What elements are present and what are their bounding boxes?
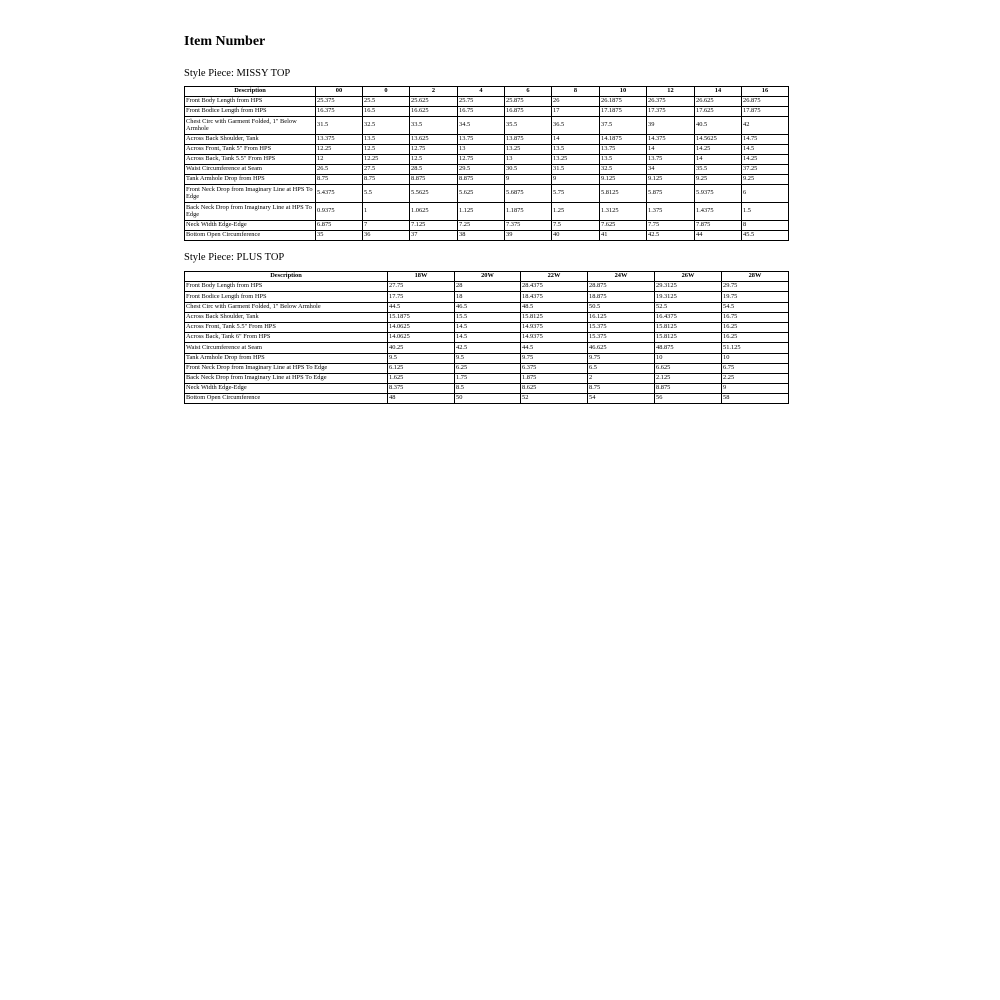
measurement-value: 35.5	[505, 117, 552, 135]
column-header-size: 2	[410, 87, 458, 97]
measurement-description: Chest Circ with Garment Folded, 1" Below Armhole	[185, 302, 388, 312]
measurement-value: 36.5	[552, 117, 600, 135]
measurement-value: 14.5	[455, 333, 521, 343]
table-row	[185, 117, 789, 135]
measurement-value: 7.75	[647, 221, 695, 231]
measurement-value: 7.375	[505, 221, 552, 231]
measurement-value: 26.375	[647, 97, 695, 107]
measurement-value: 10	[722, 353, 789, 363]
measurement-value: 27.75	[388, 282, 455, 292]
measurement-value: 16.625	[410, 107, 458, 117]
plus-size-table	[184, 271, 789, 404]
measurement-value: 9.25	[695, 175, 742, 185]
measurement-value: 8.75	[316, 175, 363, 185]
measurement-value: 12.25	[316, 145, 363, 155]
measurement-value: 17.875	[742, 107, 789, 117]
measurement-value: 6.875	[316, 221, 363, 231]
measurement-description: Bottom Open Circumference	[185, 231, 316, 241]
measurement-value: 25.875	[505, 97, 552, 107]
measurement-value: 44.5	[388, 302, 455, 312]
measurement-value: 14.1875	[600, 135, 647, 145]
measurement-value: 6.5	[588, 363, 655, 373]
measurement-value: 6.375	[521, 363, 588, 373]
measurement-value: 54	[588, 394, 655, 404]
column-header-size: 14	[695, 87, 742, 97]
measurement-value: 6	[742, 185, 789, 203]
measurement-value: 30.5	[505, 165, 552, 175]
column-header-description: Description	[185, 87, 316, 97]
measurement-value: 15.375	[588, 333, 655, 343]
measurement-value: 14	[695, 155, 742, 165]
measurement-description: Across Front, Tank 5" From HPS	[185, 145, 316, 155]
column-header-size: 16	[742, 87, 789, 97]
measurement-value: 16.375	[316, 107, 363, 117]
measurement-value: 9	[722, 384, 789, 394]
measurement-value: 1.4375	[695, 203, 742, 221]
column-header-size: 8	[552, 87, 600, 97]
measurement-value: 14.5625	[695, 135, 742, 145]
measurement-value: 26.1875	[600, 97, 647, 107]
measurement-value: 16.25	[722, 322, 789, 332]
measurement-value: 33.5	[410, 117, 458, 135]
measurement-value: 5.5625	[410, 185, 458, 203]
measurement-description: Neck Width Edge-Edge	[185, 384, 388, 394]
measurement-value: 42	[742, 117, 789, 135]
measurement-value: 9.125	[647, 175, 695, 185]
measurement-description: Front Body Length from HPS	[185, 282, 388, 292]
measurement-value: 35.5	[695, 165, 742, 175]
table-row	[185, 165, 789, 175]
measurement-value: 14.0625	[388, 333, 455, 343]
table-row	[185, 384, 789, 394]
measurement-value: 27.5	[363, 165, 410, 175]
measurement-description: Front Bodice Length from HPS	[185, 292, 388, 302]
measurement-value: 1	[363, 203, 410, 221]
measurement-value: 14.5	[742, 145, 789, 155]
measurement-value: 32.5	[600, 165, 647, 175]
measurement-value: 18.875	[588, 292, 655, 302]
measurement-description: Back Neck Drop from Imaginary Line at HPS To Edge	[185, 203, 316, 221]
measurement-description: Tank Armhole Drop from HPS	[185, 175, 316, 185]
measurement-description: Chest Circ with Garment Folded, 1" Below Armhole	[185, 117, 316, 135]
measurement-value: 31.5	[316, 117, 363, 135]
measurement-value: 17.375	[647, 107, 695, 117]
measurement-description: Across Front, Tank 5.5" From HPS	[185, 322, 388, 332]
measurement-value: 15.1875	[388, 312, 455, 322]
measurement-value: 7.625	[600, 221, 647, 231]
missy-style-label: Style Piece: MISSY TOP	[184, 68, 291, 79]
measurement-description: Neck Width Edge-Edge	[185, 221, 316, 231]
measurement-value: 7.25	[458, 221, 505, 231]
document-title: Item Number	[184, 34, 266, 49]
measurement-value: 1.25	[552, 203, 600, 221]
measurement-value: 17.75	[388, 292, 455, 302]
measurement-description: Across Back, Tank 6" From HPS	[185, 333, 388, 343]
measurement-value: 58	[722, 394, 789, 404]
measurement-value: 48.875	[655, 343, 722, 353]
measurement-value: 14.9375	[521, 333, 588, 343]
measurement-description: Front Neck Drop from Imaginary Line at HPS To Edge	[185, 185, 316, 203]
measurement-value: 1.5	[742, 203, 789, 221]
table-row	[185, 203, 789, 221]
table-row	[185, 322, 789, 332]
measurement-value: 2.25	[722, 373, 789, 383]
table-row	[185, 155, 789, 165]
measurement-description: Across Back, Tank 5.5" From HPS	[185, 155, 316, 165]
column-header-size: 28W	[722, 272, 789, 282]
measurement-value: 51.125	[722, 343, 789, 353]
measurement-value: 14.375	[647, 135, 695, 145]
measurement-value: 16.4375	[655, 312, 722, 322]
table-row	[185, 363, 789, 373]
measurement-description: Across Back Shoulder, Tank	[185, 312, 388, 322]
column-header-description: Description	[185, 272, 388, 282]
measurement-value: 2.125	[655, 373, 722, 383]
table-header-row	[185, 87, 789, 97]
measurement-value: 39	[505, 231, 552, 241]
measurement-value: 46.625	[588, 343, 655, 353]
measurement-value: 8.75	[588, 384, 655, 394]
measurement-value: 15.5	[455, 312, 521, 322]
column-header-size: 00	[316, 87, 363, 97]
measurement-value: 26.625	[695, 97, 742, 107]
measurement-value: 13.625	[410, 135, 458, 145]
measurement-value: 26.5	[316, 165, 363, 175]
measurement-value: 13.5	[600, 155, 647, 165]
measurement-value: 13.25	[505, 145, 552, 155]
measurement-description: Waist Circumference at Seam	[185, 343, 388, 353]
table-row	[185, 292, 789, 302]
table-row	[185, 231, 789, 241]
table-row	[185, 221, 789, 231]
column-header-size: 12	[647, 87, 695, 97]
measurement-value: 42.5	[455, 343, 521, 353]
measurement-value: 50	[455, 394, 521, 404]
measurement-value: 17.625	[695, 107, 742, 117]
measurement-value: 14.25	[695, 145, 742, 155]
measurement-value: 25.375	[316, 97, 363, 107]
measurement-value: 36	[363, 231, 410, 241]
measurement-value: 52	[521, 394, 588, 404]
measurement-value: 48	[388, 394, 455, 404]
measurement-value: 13	[458, 145, 505, 155]
measurement-value: 9	[552, 175, 600, 185]
measurement-value: 8.5	[455, 384, 521, 394]
measurement-value: 15.8125	[655, 322, 722, 332]
table-row	[185, 282, 789, 292]
table-row	[185, 97, 789, 107]
measurement-value: 1.375	[647, 203, 695, 221]
measurement-value: 48.5	[521, 302, 588, 312]
measurement-value: 26	[552, 97, 600, 107]
measurement-value: 13.75	[600, 145, 647, 155]
measurement-value: 7.5	[552, 221, 600, 231]
measurement-value: 6.125	[388, 363, 455, 373]
measurement-value: 14.9375	[521, 322, 588, 332]
measurement-description: Back Neck Drop from Imaginary Line at HPS To Edge	[185, 373, 388, 383]
measurement-value: 13.75	[458, 135, 505, 145]
measurement-value: 15.8125	[655, 333, 722, 343]
table-row	[185, 312, 789, 322]
measurement-value: 25.5	[363, 97, 410, 107]
column-header-size: 0	[363, 87, 410, 97]
measurement-value: 1.1875	[505, 203, 552, 221]
measurement-value: 12.75	[410, 145, 458, 155]
table-row	[185, 107, 789, 117]
measurement-value: 46.5	[455, 302, 521, 312]
measurement-value: 7	[363, 221, 410, 231]
measurement-value: 19.3125	[655, 292, 722, 302]
measurement-value: 5.9375	[695, 185, 742, 203]
measurement-value: 8.875	[458, 175, 505, 185]
measurement-value: 35	[316, 231, 363, 241]
measurement-value: 13.75	[647, 155, 695, 165]
measurement-value: 9.75	[521, 353, 588, 363]
measurement-value: 39	[647, 117, 695, 135]
measurement-value: 6.75	[722, 363, 789, 373]
measurement-value: 9.75	[588, 353, 655, 363]
measurement-value: 13	[505, 155, 552, 165]
measurement-value: 37.5	[600, 117, 647, 135]
column-header-size: 22W	[521, 272, 588, 282]
measurement-value: 12.75	[458, 155, 505, 165]
measurement-value: 15.8125	[521, 312, 588, 322]
measurement-value: 25.625	[410, 97, 458, 107]
table-row	[185, 135, 789, 145]
measurement-value: 25.75	[458, 97, 505, 107]
measurement-value: 18	[455, 292, 521, 302]
measurement-value: 14	[552, 135, 600, 145]
measurement-value: 15.375	[588, 322, 655, 332]
measurement-value: 45.5	[742, 231, 789, 241]
measurement-value: 16.25	[722, 333, 789, 343]
measurement-value: 5.625	[458, 185, 505, 203]
measurement-value: 34	[647, 165, 695, 175]
measurement-value: 28.875	[588, 282, 655, 292]
measurement-value: 28.5	[410, 165, 458, 175]
measurement-value: 7.125	[410, 221, 458, 231]
measurement-value: 1.125	[458, 203, 505, 221]
column-header-size: 18W	[388, 272, 455, 282]
measurement-value: 14.5	[455, 322, 521, 332]
measurement-value: 8.875	[655, 384, 722, 394]
measurement-value: 13.375	[316, 135, 363, 145]
measurement-value: 34.5	[458, 117, 505, 135]
table-row	[185, 302, 789, 312]
measurement-description: Front Body Length from HPS	[185, 97, 316, 107]
measurement-value: 16.5	[363, 107, 410, 117]
table-row	[185, 145, 789, 155]
spec-sheet	[184, 30, 788, 404]
table-row	[185, 394, 789, 404]
table-row	[185, 175, 789, 185]
measurement-value: 19.75	[722, 292, 789, 302]
measurement-value: 32.5	[363, 117, 410, 135]
column-header-size: 24W	[588, 272, 655, 282]
measurement-value: 14.75	[742, 135, 789, 145]
measurement-value: 16.75	[458, 107, 505, 117]
measurement-value: 9.25	[742, 175, 789, 185]
measurement-value: 9.125	[600, 175, 647, 185]
measurement-value: 1.875	[521, 373, 588, 383]
measurement-value: 5.4375	[316, 185, 363, 203]
measurement-value: 6.625	[655, 363, 722, 373]
table-row	[185, 373, 789, 383]
measurement-value: 41	[600, 231, 647, 241]
measurement-value: 17.1875	[600, 107, 647, 117]
measurement-value: 14.0625	[388, 322, 455, 332]
column-header-size: 6	[505, 87, 552, 97]
measurement-value: 29.5	[458, 165, 505, 175]
measurement-value: 10	[655, 353, 722, 363]
measurement-value: 13.5	[363, 135, 410, 145]
measurement-value: 16.125	[588, 312, 655, 322]
measurement-value: 56	[655, 394, 722, 404]
measurement-value: 9.5	[455, 353, 521, 363]
measurement-value: 12.5	[363, 145, 410, 155]
measurement-value: 5.5	[363, 185, 410, 203]
table-row	[185, 185, 789, 203]
measurement-value: 38	[458, 231, 505, 241]
measurement-value: 44.5	[521, 343, 588, 353]
measurement-value: 37	[410, 231, 458, 241]
measurement-value: 16.875	[505, 107, 552, 117]
measurement-value: 1.75	[455, 373, 521, 383]
measurement-value: 28.4375	[521, 282, 588, 292]
measurement-value: 5.6875	[505, 185, 552, 203]
measurement-value: 40.5	[695, 117, 742, 135]
measurement-value: 8.625	[521, 384, 588, 394]
measurement-value: 9.5	[388, 353, 455, 363]
measurement-value: 13.25	[552, 155, 600, 165]
measurement-value: 13.875	[505, 135, 552, 145]
measurement-value: 5.875	[647, 185, 695, 203]
measurement-value: 28	[455, 282, 521, 292]
measurement-value: 8.375	[388, 384, 455, 394]
measurement-value: 5.75	[552, 185, 600, 203]
table-row	[185, 353, 789, 363]
column-header-size: 20W	[455, 272, 521, 282]
measurement-value: 12.5	[410, 155, 458, 165]
measurement-value: 13.5	[552, 145, 600, 155]
measurement-value: 0.9375	[316, 203, 363, 221]
measurement-value: 1.3125	[600, 203, 647, 221]
measurement-value: 17	[552, 107, 600, 117]
measurement-value: 14	[647, 145, 695, 155]
measurement-value: 1.625	[388, 373, 455, 383]
measurement-description: Waist Circumference at Seam	[185, 165, 316, 175]
measurement-value: 2	[588, 373, 655, 383]
table-row	[185, 343, 789, 353]
measurement-value: 18.4375	[521, 292, 588, 302]
measurement-description: Bottom Open Circumference	[185, 394, 388, 404]
measurement-value: 40.25	[388, 343, 455, 353]
measurement-description: Tank Armhole Drop from HPS	[185, 353, 388, 363]
measurement-description: Front Neck Drop from Imaginary Line at HPS To Edge	[185, 363, 388, 373]
measurement-value: 37.25	[742, 165, 789, 175]
measurement-value: 9	[505, 175, 552, 185]
measurement-value: 14.25	[742, 155, 789, 165]
column-header-size: 10	[600, 87, 647, 97]
measurement-value: 31.5	[552, 165, 600, 175]
plus-style-label: Style Piece: PLUS TOP	[184, 252, 285, 263]
measurement-value: 5.8125	[600, 185, 647, 203]
measurement-description: Front Bodice Length from HPS	[185, 107, 316, 117]
measurement-value: 29.75	[722, 282, 789, 292]
table-row	[185, 333, 789, 343]
measurement-value: 50.5	[588, 302, 655, 312]
table-header-row	[185, 272, 789, 282]
measurement-value: 54.5	[722, 302, 789, 312]
column-header-size: 4	[458, 87, 505, 97]
measurement-value: 12	[316, 155, 363, 165]
measurement-value: 8.875	[410, 175, 458, 185]
measurement-value: 8.75	[363, 175, 410, 185]
measurement-value: 16.75	[722, 312, 789, 322]
measurement-value: 52.5	[655, 302, 722, 312]
measurement-value: 1.0625	[410, 203, 458, 221]
measurement-value: 29.3125	[655, 282, 722, 292]
measurement-value: 42.5	[647, 231, 695, 241]
measurement-value: 8	[742, 221, 789, 231]
missy-size-table	[184, 86, 789, 241]
measurement-value: 44	[695, 231, 742, 241]
measurement-value: 12.25	[363, 155, 410, 165]
measurement-value: 40	[552, 231, 600, 241]
measurement-description: Across Back Shoulder, Tank	[185, 135, 316, 145]
measurement-value: 6.25	[455, 363, 521, 373]
column-header-size: 26W	[655, 272, 722, 282]
measurement-value: 26.875	[742, 97, 789, 107]
measurement-value: 7.875	[695, 221, 742, 231]
